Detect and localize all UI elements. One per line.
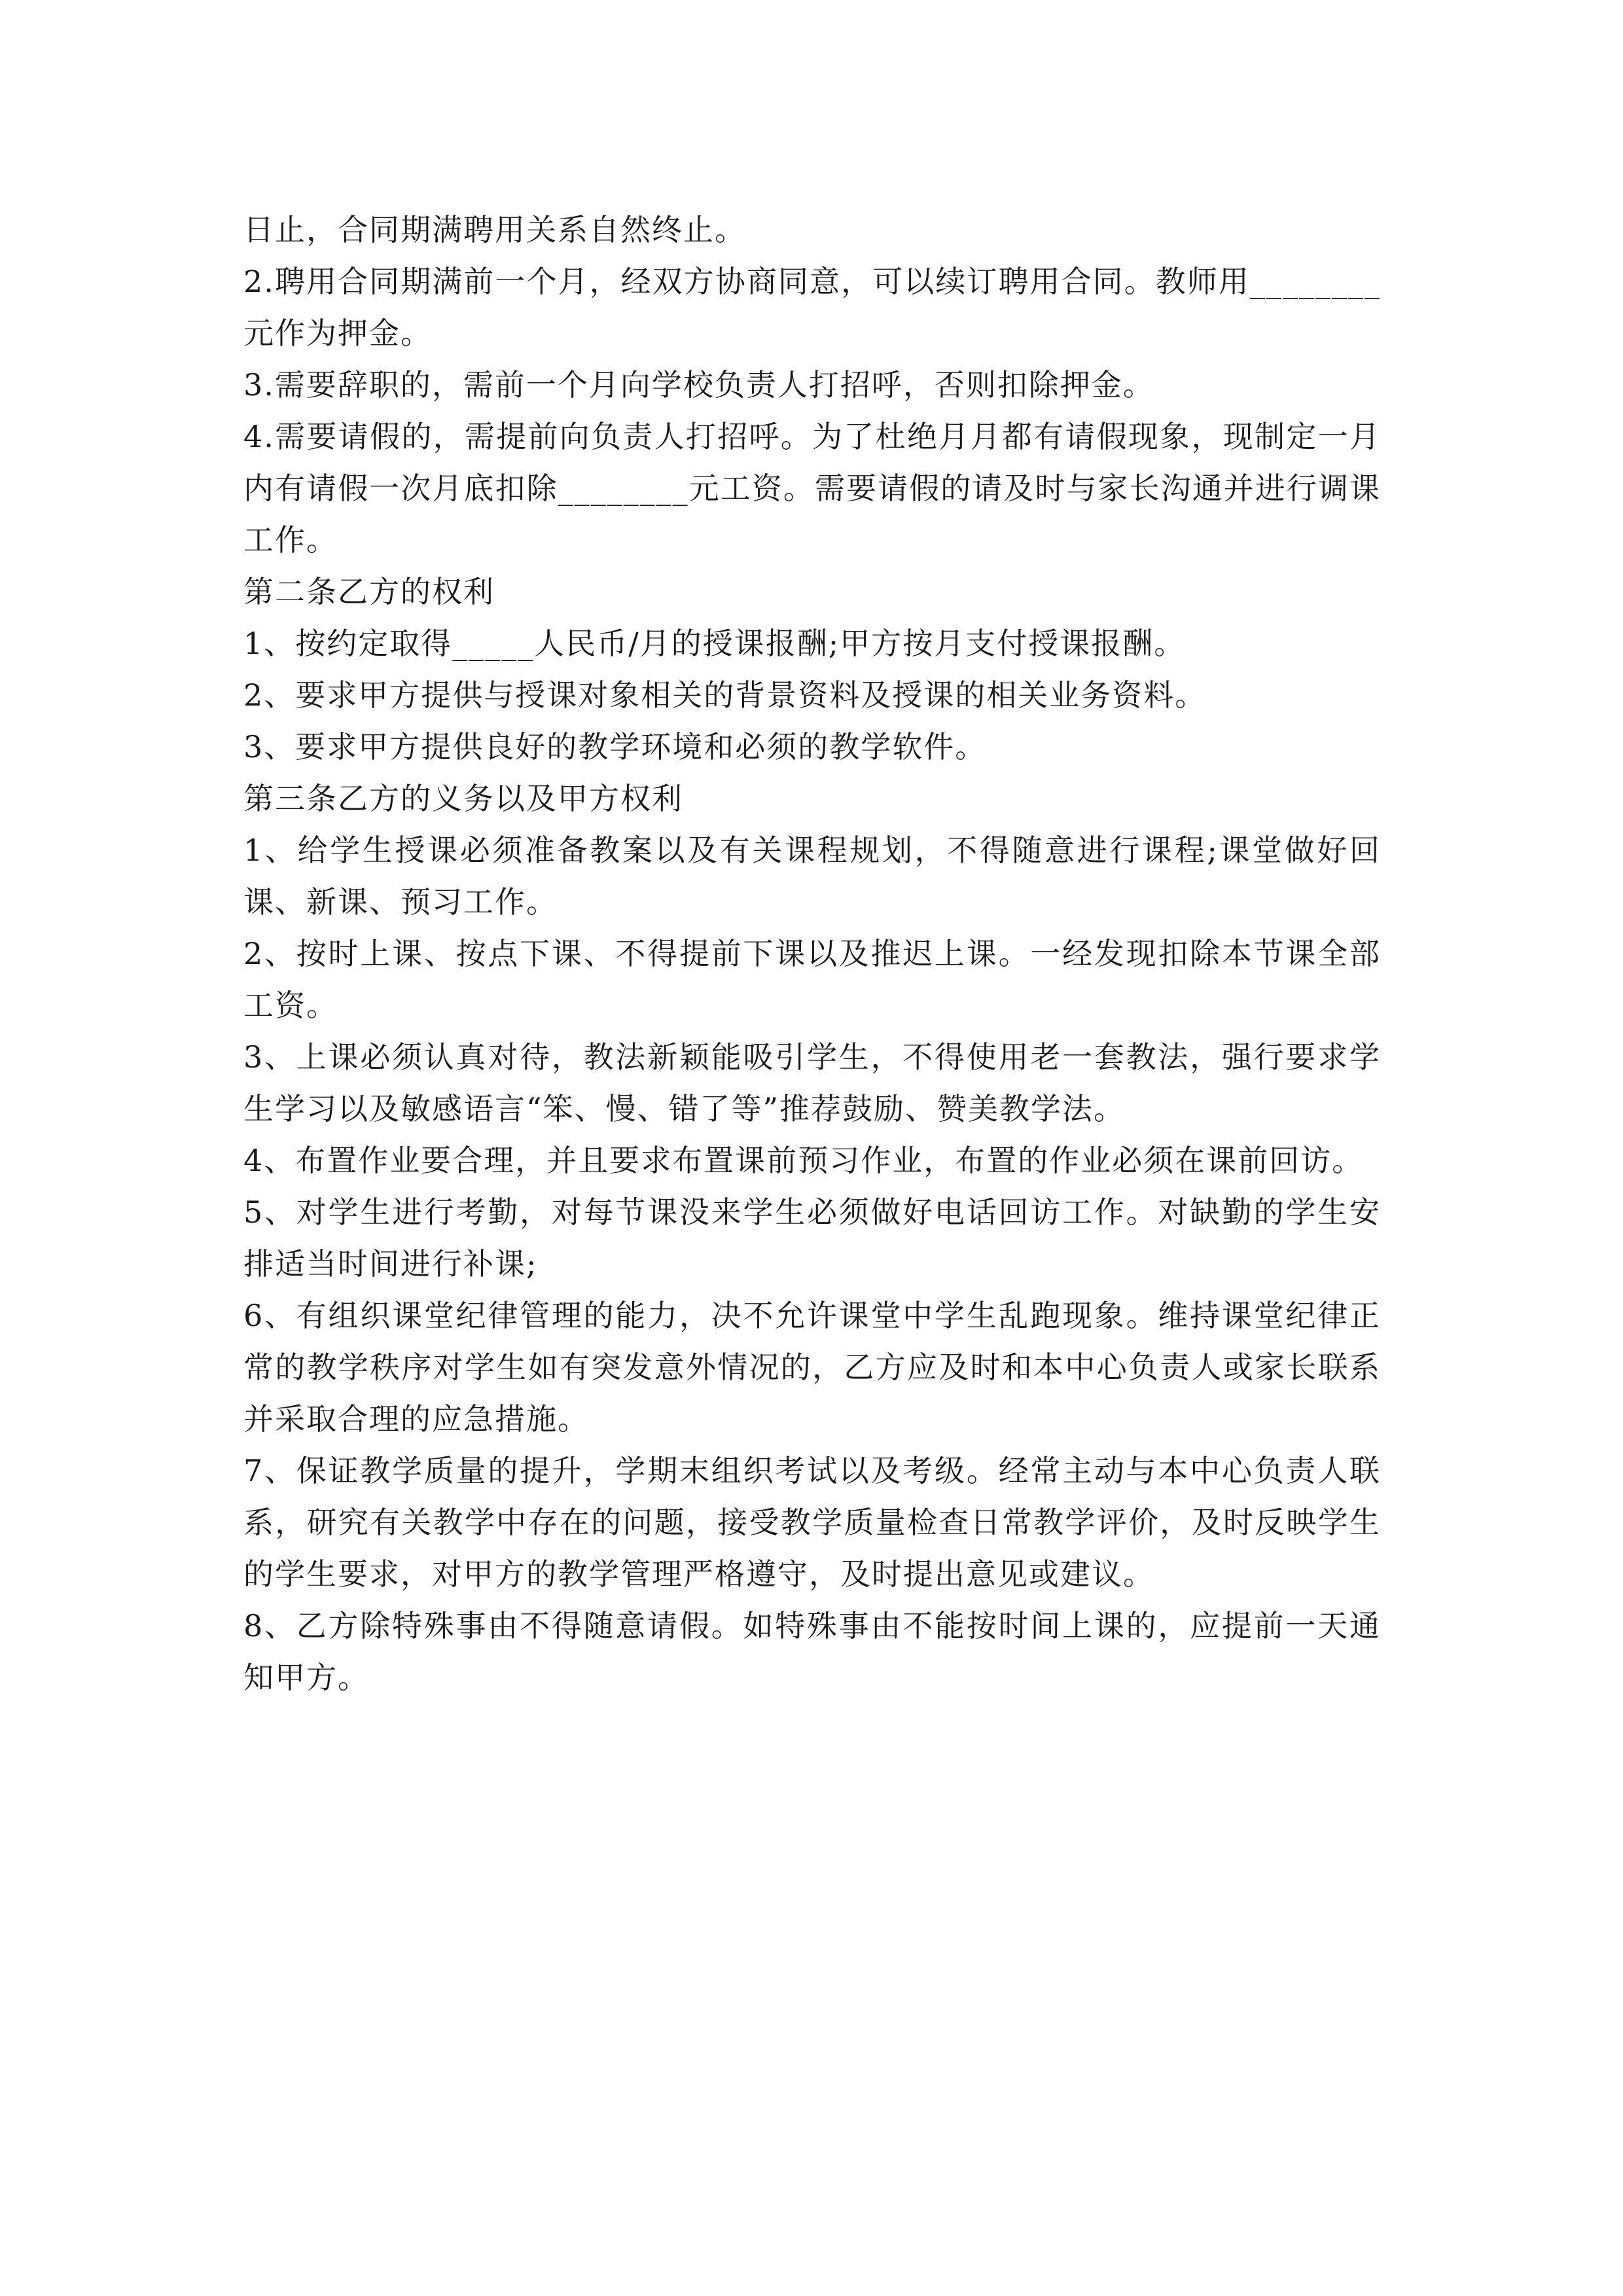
paragraph-renewal-deposit: 2.聘用合同期满前一个月，经双方协商同意，可以续订聘用合同。教师用________元作为押金。 — [243, 264, 1381, 351]
paragraph-duty-1: 1、给学生授课必须准备教案以及有关课程规划，不得随意进行课程;课堂做好回课、新课、预习工作。 — [243, 833, 1381, 920]
document-body — [243, 204, 1381, 1704]
paragraph-contract-expiry: 日止，合同期满聘用关系自然终止。 — [243, 212, 746, 247]
paragraph-right-2: 2、要求甲方提供与授课对象相关的背景资料及授课的相关业务资料。 — [243, 677, 1207, 713]
paragraph-duty-6: 6、有组织课堂纪律管理的能力，决不允许课堂中学生乱跑现象。维持课堂纪律正常的教学秩序对学生如有突发意外情况的，乙方应及时和本中心负责人或家长联系并采取合理的应急措施。 — [243, 1298, 1381, 1437]
paragraph-duty-2: 2、按时上课、按点下课、不得提前下课以及推迟上课。一经发现扣除本节课全部工资。 — [243, 936, 1381, 1023]
paragraph-resignation: 3.需要辞职的，需前一个月向学校负责人打招呼，否则扣除押金。 — [243, 367, 1154, 403]
paragraph-right-1: 1、按约定取得_____人民币/月的授课报酬;甲方按月支付授课报酬。 — [243, 626, 1186, 661]
paragraph-duty-5: 5、对学生进行考勤，对每节课没来学生必须做好电话回访工作。对缺勤的学生安排适当时间进行补课; — [243, 1194, 1381, 1282]
paragraph-duty-3: 3、上课必须认真对待，教法新颖能吸引学生，不得使用老一套教法，强行要求学生学习以及敏感语言“笨、慢、错了等”推荐鼓励、赞美教学法。 — [243, 1039, 1381, 1126]
paragraph-duty-7: 7、保证教学质量的提升，学期末组织考试以及考级。经常主动与本中心负责人联系，研究有关教学中存在的问题，接受教学质量检查日常教学评价，及时反映学生的学生要求，对甲方的教学管理严格遵守，及时提出意见或建议。 — [243, 1453, 1381, 1592]
section-heading-party-b-duties: 第三条乙方的义务以及甲方权利 — [243, 781, 683, 816]
section-heading-party-b-rights: 第二条乙方的权利 — [243, 574, 495, 609]
paragraph-duty-4: 4、布置作业要合理，并且要求布置课前预习作业，布置的作业必须在课前回访。 — [243, 1143, 1364, 1178]
paragraph-right-3: 3、要求甲方提供良好的教学环境和必须的教学软件。 — [243, 729, 987, 764]
paragraph-leave-policy: 4.需要请假的，需提前向负责人打招呼。为了杜绝月月都有请假现象，现制定一月内有请假一次月底扣除________元工资。需要请假的请及时与家长沟通并进行调课工作。 — [243, 419, 1381, 558]
paragraph-duty-8: 8、乙方除特殊事由不得随意请假。如特殊事由不能按时间上课的，应提前一天通知甲方。 — [243, 1608, 1381, 1695]
